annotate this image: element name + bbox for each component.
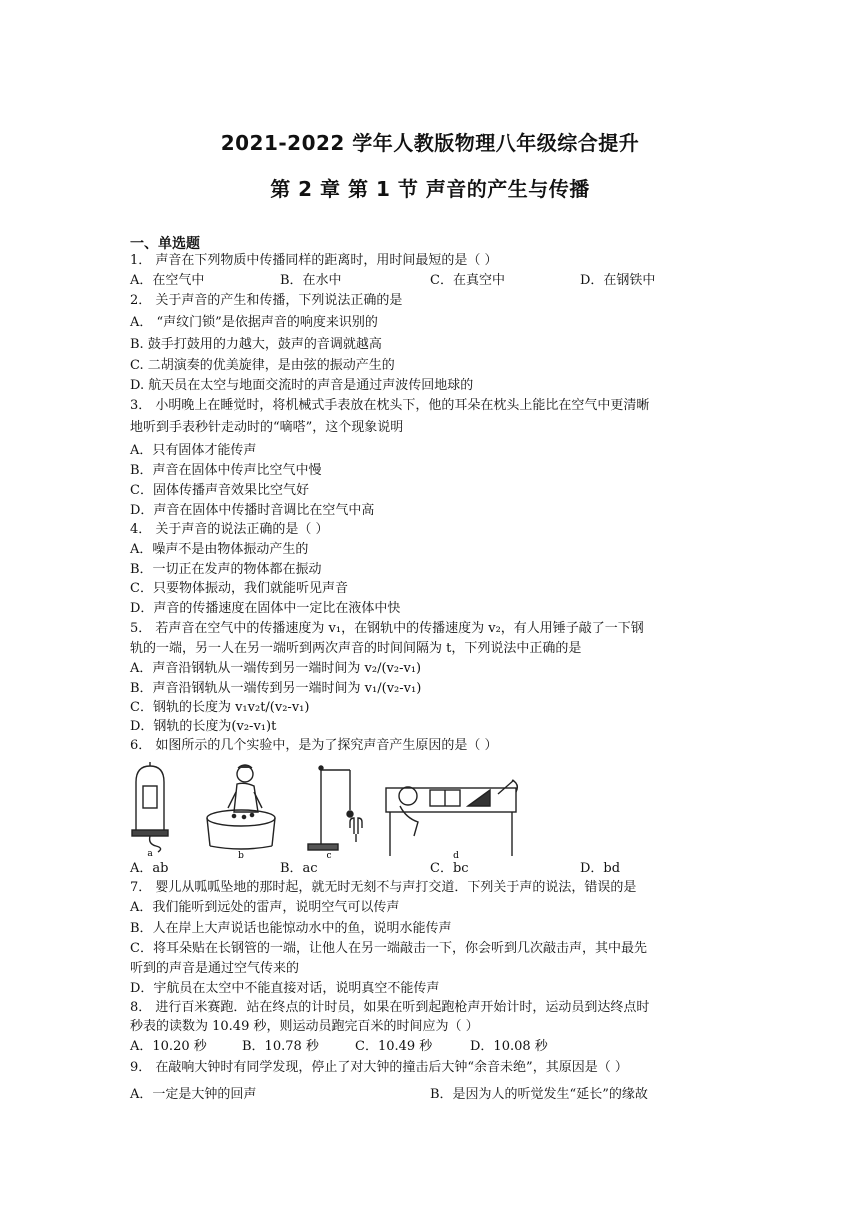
question-8-stem-cont: 秒表的读数为 10.49 秒，则运动员跑完百米的时间应为（ ） — [130, 1019, 479, 1034]
question-4-stem: 4． 关于声音的说法正确的是（ ） — [130, 522, 329, 537]
question-2-option-c: C. 二胡演奏的优美旋律，是由弦的振动产生的 — [130, 358, 395, 373]
question-7-option-d: D．宇航员在太空中不能直接对话，说明真空不能传声 — [130, 981, 440, 996]
figure-label-b: b — [238, 851, 244, 860]
question-2-option-d: D. 航天员在太空与地面交流时的声音是通过声波传回地球的 — [130, 378, 474, 393]
bell-jar-experiment — [132, 762, 168, 852]
question-7-option-b: B．人在岸上大声说话也能惊动水中的鱼，说明水能传声 — [130, 921, 452, 936]
question-5-option-c: C．钢轨的长度为 v₁v₂t/(v₂-v₁) — [130, 700, 310, 715]
question-9-stem: 9． 在敲响大钟时有同学发现，停止了对大钟的撞击后大钟“余音未绝”，其原因是（ ） — [130, 1060, 628, 1075]
option-d: D．在钢铁中 — [580, 273, 656, 288]
figure-label-c: c — [326, 851, 332, 860]
question-4-option-a: A．噪声不是由物体振动产生的 — [130, 542, 309, 557]
question-4-option-c: C．只要物体振动，我们就能听见声音 — [130, 581, 348, 596]
question-1-stem: 1． 声音在下列物质中传播同样的距离时，用时间最短的是（ ） — [130, 253, 498, 268]
experiment-figure — [128, 760, 520, 860]
drum-experiment — [207, 765, 275, 849]
document-title: 2021-2022 学年人教版物理八年级综合提升 — [220, 131, 640, 155]
option-a: A．一定是大钟的回声 — [130, 1087, 257, 1102]
question-7-option-c-cont: 听到的声音是通过空气传来的 — [130, 961, 300, 976]
question-5-stem-cont: 轨的一端，另一人在另一端听到两次声音的时间间隔为 t，下列说法中正确的是 — [130, 641, 582, 656]
question-3-option-a: A．只有固体才能传声 — [130, 443, 257, 458]
option-d: D．bd — [580, 861, 621, 876]
option-c: C．bc — [430, 861, 469, 876]
option-a: A．在空气中 — [130, 273, 205, 288]
question-5-option-d: D．钢轨的长度为(v₂-v₁)t — [130, 719, 277, 734]
question-3-stem-cont: 地听到手表秒针走动时的“嘀嗒”，这个现象说明 — [130, 420, 404, 435]
chapter-title: 第 2 章 第 1 节 声音的产生与传播 — [270, 177, 590, 201]
question-5-stem: 5． 若声音在空气中的传播速度为 v₁，在钢轨中的传播速度为 v₂，有人用锤子敲了一下钢 — [130, 621, 644, 636]
question-8-stem: 8． 进行百米赛跑．站在终点的计时员，如果在听到起跑枪声开始计时，运动员到达终点时 — [130, 1000, 650, 1015]
table-listening-experiment — [386, 780, 517, 856]
question-3-option-d: D．声音在固体中传播时音调比在空气中高 — [130, 503, 375, 518]
question-2-option-b: B. 鼓手打鼓用的力越大，鼓声的音调就越高 — [130, 337, 382, 352]
option-b: B．在水中 — [280, 273, 342, 288]
section-heading: 一、单选题 — [130, 236, 200, 252]
question-4-option-b: B．一切正在发声的物体都在振动 — [130, 562, 322, 577]
question-3-option-b: B．声音在固体中传声比空气中慢 — [130, 463, 322, 478]
question-3-option-c: C．固体传播声音效果比空气好 — [130, 483, 309, 498]
figure-label-a: a — [147, 849, 153, 859]
option-b: B．10.78 秒 — [242, 1039, 319, 1054]
option-b: B．是因为人的听觉发生“延长”的缘故 — [430, 1087, 648, 1102]
option-a: A．ab — [130, 861, 169, 876]
question-4-option-d: D．声音的传播速度在固体中一定比在液体中快 — [130, 601, 401, 616]
option-c: C．10.49 秒 — [355, 1039, 433, 1054]
question-7-option-c: C．将耳朵贴在长钢管的一端，让他人在另一端敲击一下，你会听到几次敲击声，其中最先 — [130, 941, 647, 956]
question-2-stem: 2． 关于声音的产生和传播，下列说法正确的是 — [130, 293, 403, 308]
question-2-option-a: A． “声纹门锁”是依据声音的响度来识别的 — [130, 315, 378, 330]
question-7-stem: 7． 婴儿从呱呱坠地的那时起，就无时无刻不与声打交道．下列关于声的说法，错误的是 — [130, 880, 637, 895]
question-7-option-a: A．我们能听到远处的雷声，说明空气可以传声 — [130, 900, 400, 915]
question-3-stem: 3． 小明晚上在睡觉时，将机械式手表放在枕头下，他的耳朵在枕头上能比在空气中更清晰 — [130, 398, 650, 413]
option-c: C．在真空中 — [430, 273, 505, 288]
question-5-option-a: A．声音沿钢轨从一端传到另一端时间为 v₂/(v₂-v₁) — [130, 661, 422, 676]
option-d: D．10.08 秒 — [470, 1039, 548, 1054]
option-b: B．ac — [280, 861, 318, 876]
option-a: A．10.20 秒 — [130, 1039, 207, 1054]
figure-label-d: d — [453, 851, 459, 860]
question-5-option-b: B．声音沿钢轨从一端传到另一端时间为 v₁/(v₂-v₁) — [130, 681, 422, 696]
question-6-stem: 6． 如图所示的几个实验中，是为了探究声音产生原因的是（ ） — [130, 738, 498, 753]
tuning-fork-experiment — [308, 766, 362, 850]
